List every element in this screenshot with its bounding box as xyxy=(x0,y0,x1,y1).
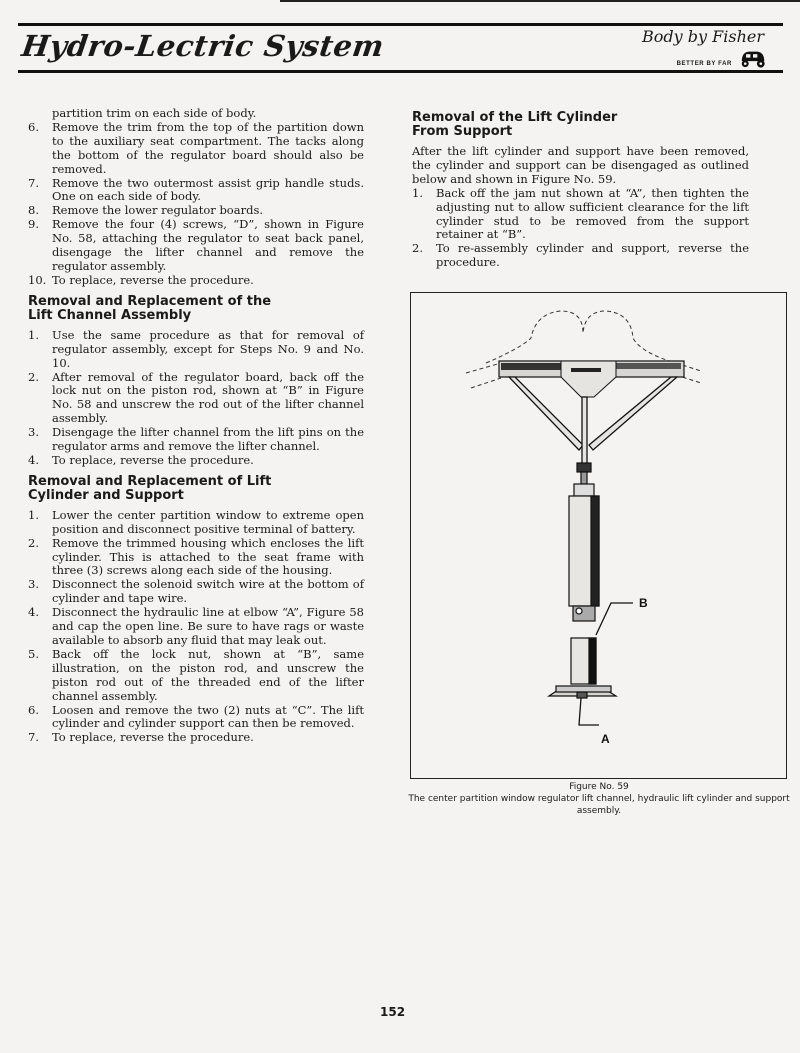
scan-edge-line xyxy=(280,0,800,2)
heading-line: Removal of the Lift Cylinder xyxy=(412,110,618,125)
list-item xyxy=(28,509,364,537)
section-heading-cylinder-from-support xyxy=(412,111,749,139)
left-column xyxy=(28,107,364,745)
step-number: 7. xyxy=(28,175,39,190)
list-item xyxy=(28,329,364,371)
list-item xyxy=(28,274,364,288)
list-item xyxy=(28,731,364,745)
callout-label-a: A xyxy=(601,732,610,746)
step-text: Back off the lock nut, shown at “B”, same illustration, on the piston rod, and unscrew the piston rod out of the threaded end of the lifter channel assembly. xyxy=(52,646,364,703)
logo-lower-row xyxy=(677,48,768,68)
heading-line: Removal and Replacement of Lift xyxy=(28,473,272,489)
figure-caption-title: Figure No. 59 xyxy=(569,782,629,792)
section-intro: After the lift cylinder and support have been removed, the cylinder and support can be disengaged as outlined below and shown in Figure No. 59. xyxy=(412,144,749,186)
step-text: Remove the lower regulator boards. xyxy=(52,203,264,218)
list-item xyxy=(28,177,364,205)
right-column xyxy=(412,111,749,270)
step-text: Back off the jam nut shown at “A”, then tighten the adjusting nut to allow sufficient clearance for the lift cylinder stud to be removed from the support retainer at “B”. xyxy=(436,185,749,242)
heading-line: Lift Channel Assembly xyxy=(28,307,192,323)
intro-continuation: partition trim on each side of body. xyxy=(52,106,257,120)
header-rule-bottom xyxy=(18,70,783,73)
step-number: 9. xyxy=(28,217,39,232)
figure-caption-text: The center partition window regulator lift channel, hydraulic lift cylinder and support assembly. xyxy=(408,794,790,816)
section-heading-lift-channel xyxy=(28,295,364,323)
figure-caption xyxy=(404,781,794,817)
section-heading-lift-cylinder-support xyxy=(28,475,364,503)
cylinder-support xyxy=(549,638,616,698)
list-item xyxy=(28,121,364,177)
lift-cylinder xyxy=(569,463,599,621)
step-text: Disconnect the hydraulic line at elbow “A”, Figure 58 and cap the open line. Be sure to have rags or waste available to absorb any fluid that may leak out. xyxy=(52,605,364,647)
step-number: 6. xyxy=(28,702,39,717)
lift-channel-step-list xyxy=(28,329,364,468)
list-item xyxy=(412,187,749,243)
step-number: 2. xyxy=(412,241,423,256)
step-text: Loosen and remove the two (2) nuts at “C”. The lift cylinder and cylinder support can then be removed. xyxy=(52,702,364,731)
figure-59-frame xyxy=(410,292,787,779)
page-number: 152 xyxy=(380,1005,406,1019)
step-number: 3. xyxy=(28,425,39,440)
step-text: After removal of the regulator board, back off the lock nut on the piston rod, shown at “B” in Figure No. 58 and unscrew the rod out of the lifter channel assembly. xyxy=(52,369,364,426)
step-text: Remove the four (4) screws, “D”, shown in Figure No. 58, attaching the regulator to seat back panel, disengage the lifter channel and remove the regulator assembly. xyxy=(52,217,364,273)
step-number: 2. xyxy=(28,369,39,384)
list-item xyxy=(28,648,364,704)
step-text: Use the same procedure as that for removal of regulator assembly, except for Steps No. 9 and No. 10. xyxy=(52,327,364,370)
step-number: 1. xyxy=(28,507,39,522)
step-number: 1. xyxy=(412,185,423,200)
step-number: 10. xyxy=(28,272,47,287)
step-number: 3. xyxy=(28,577,39,592)
list-item xyxy=(28,537,364,579)
callout-label-b: B xyxy=(639,596,648,610)
page-title: Hydro-Lectric System xyxy=(19,29,387,63)
list-item xyxy=(412,242,749,270)
list-item xyxy=(28,426,364,454)
step-text: To re-assembly cylinder and support, reverse the procedure. xyxy=(436,241,749,270)
carriage-icon xyxy=(738,49,768,68)
step-text: Remove the trim from the top of the partition down to the auxiliary seat compartment. The tacks along the bottom of the regulator board should also be removed. xyxy=(52,119,364,176)
step-text: Disengage the lifter channel from the lift pins on the regulator arms and remove the lifter channel. xyxy=(52,425,364,454)
step-number: 5. xyxy=(28,646,39,661)
body-by-fisher-logo xyxy=(612,27,772,69)
lift-assembly-illustration xyxy=(411,293,786,778)
list-item xyxy=(28,704,364,732)
logo-script: Body by Fisher xyxy=(642,27,764,46)
intro-step-list xyxy=(28,121,364,288)
step-number: 1. xyxy=(28,327,39,342)
lift-cylinder-step-list xyxy=(28,509,364,745)
step-text: Remove the trimmed housing which encloses the lift cylinder. This is attached to the seat frame with three (3) screws along each side of the housing. xyxy=(52,535,364,578)
list-item xyxy=(28,578,364,606)
header-rule-top xyxy=(18,23,783,26)
step-number: 7. xyxy=(28,730,39,745)
list-item xyxy=(28,218,364,274)
heading-line: From Support xyxy=(412,124,513,139)
step-text: To replace, reverse the procedure. xyxy=(52,730,254,745)
step-text: To replace, reverse the procedure. xyxy=(52,272,254,287)
step-number: 2. xyxy=(28,535,39,550)
list-item xyxy=(28,606,364,648)
step-text: To replace, reverse the procedure. xyxy=(52,452,254,467)
step-number: 8. xyxy=(28,203,39,218)
list-item xyxy=(28,454,364,468)
list-item xyxy=(28,204,364,218)
logo-tagline: BETTER BY FAR xyxy=(676,61,732,67)
cylinder-step-list xyxy=(412,187,749,270)
list-item xyxy=(28,371,364,427)
step-number: 4. xyxy=(28,452,39,467)
heading-line: Removal and Replacement of the xyxy=(28,293,272,309)
step-text: Remove the two outermost assist grip handle studs. One on each side of body. xyxy=(52,175,364,204)
heading-line: Cylinder and Support xyxy=(28,487,184,503)
step-number: 4. xyxy=(28,605,39,620)
step-text: Disconnect the solenoid switch wire at the bottom of cylinder and tape wire. xyxy=(52,577,364,606)
step-number: 6. xyxy=(28,119,39,134)
step-text: Lower the center partition window to extreme open position and disconnect positive terminal of battery. xyxy=(52,507,364,536)
